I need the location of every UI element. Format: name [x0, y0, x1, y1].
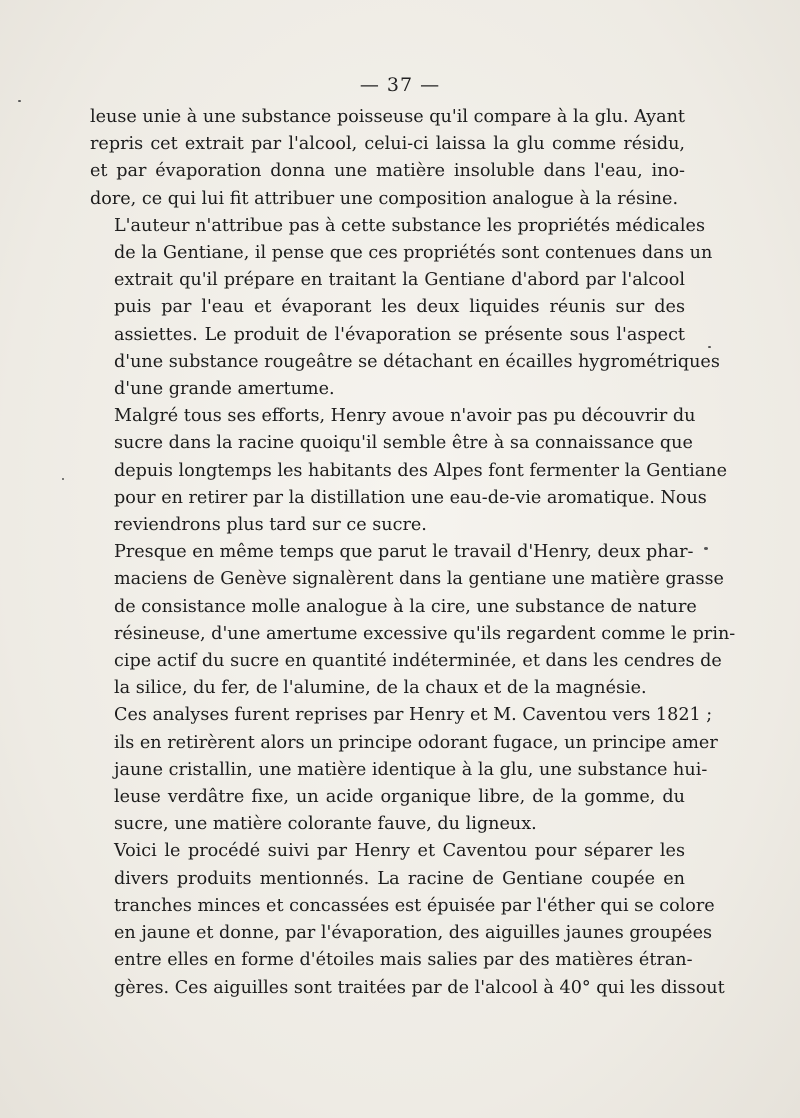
text-line: repris cet extrait par l'alcool, celui-ci laissa la glu comme résidu, — [90, 134, 685, 155]
paragraph-6 — [90, 838, 725, 1001]
text-line: cipe actif du sucre en quantité indéterminée, et dans les cendres de — [114, 651, 722, 672]
text-line: Malgré tous ses efforts, Henry avoue n'avoir pas pu découvrir du — [114, 406, 696, 427]
text-line: Voici le procédé suivi par Henry et Caventou pour séparer les — [114, 841, 685, 862]
scan-speck — [708, 346, 711, 348]
paragraph-5 — [90, 702, 718, 838]
text-line: jaune cristallin, une matière identique à la glu, une substance hui- — [114, 759, 708, 780]
text-line: et par évaporation donna une matière insoluble dans l'eau, ino- — [90, 161, 685, 182]
scan-speck — [704, 547, 708, 550]
paragraph-3 — [90, 403, 728, 539]
text-line: leuse unie à une substance poisseuse qu'il compare à la glu. Ayant — [90, 107, 685, 127]
text-line: puis par l'eau et évaporant les deux liquides réunis sur des — [114, 297, 685, 318]
text-line: divers produits mentionnés. La racine de Gentiane coupée en — [114, 868, 685, 889]
text-line: la silice, du fer, de l'alumine, de la chaux et de la magnésie. — [114, 678, 647, 699]
text-line: maciens de Genève signalèrent dans la gentiane une matière grasse — [114, 569, 724, 590]
text-line: résineuse, d'une amertume excessive qu'ils regardent comme le prin- — [114, 623, 736, 644]
text-line: L'auteur n'attribue pas à cette substance les propriétés médicales — [114, 215, 705, 236]
paragraph-1 — [90, 104, 685, 213]
text-line: dore, ce qui lui fit attribuer une composition analogue à la résine. — [90, 188, 679, 209]
text-line: leuse verdâtre fixe, un acide organique libre, de la gomme, du — [114, 787, 685, 808]
text-line: de consistance molle analogue à la cire, une substance de nature — [114, 596, 697, 617]
scan-speck — [62, 478, 64, 480]
text-line: d'une substance rougeâtre se détachant en écailles hygrométriques — [114, 351, 720, 372]
text-line: sucre, une matière colorante fauve, du ligneux. — [114, 814, 537, 835]
text-line: reviendrons plus tard sur ce sucre. — [114, 515, 427, 536]
text-line: Ces analyses furent reprises par Henry et M. Caventou vers 1821 ; — [114, 705, 713, 726]
page-number: — 37 — — [359, 74, 441, 96]
text-line: entre elles en forme d'étoiles mais salies par des matières étran- — [114, 950, 693, 971]
scan-speck — [18, 100, 21, 102]
body-text — [90, 104, 736, 1002]
text-line: tranches minces et concassées est épuisée par l'éther qui se colore — [114, 895, 715, 916]
text-line: assiettes. Le produit de l'évaporation se présente sous l'aspect — [114, 324, 685, 345]
text-line: d'une grande amertume. — [114, 379, 335, 400]
text-line: extrait qu'il prépare en traitant la Gentiane d'abord par l'alcool — [114, 270, 685, 291]
text-line: pour en retirer par la distillation une eau-de-vie aromatique. Nous — [114, 487, 707, 508]
paragraph-4 — [90, 539, 736, 702]
text-line: en jaune et donne, par l'évaporation, des aiguilles jaunes groupées — [114, 923, 713, 944]
text-line: ils en retirèrent alors un principe odorant fugace, un principe amer — [114, 732, 718, 753]
paragraph-2 — [90, 213, 720, 403]
text-line: sucre dans la racine quoiqu'il semble être à sa connaissance que — [114, 433, 693, 454]
text-line: depuis longtemps les habitants des Alpes font fermenter la Gentiane — [114, 460, 728, 481]
text-line: Presque en même temps que parut le travail d'Henry, deux phar- — [114, 542, 694, 563]
text-line: gères. Ces aiguilles sont traitées par de l'alcool à 40° qui les dissout — [114, 977, 725, 998]
text-line: de la Gentiane, il pense que ces propriétés sont contenues dans un — [114, 243, 713, 264]
